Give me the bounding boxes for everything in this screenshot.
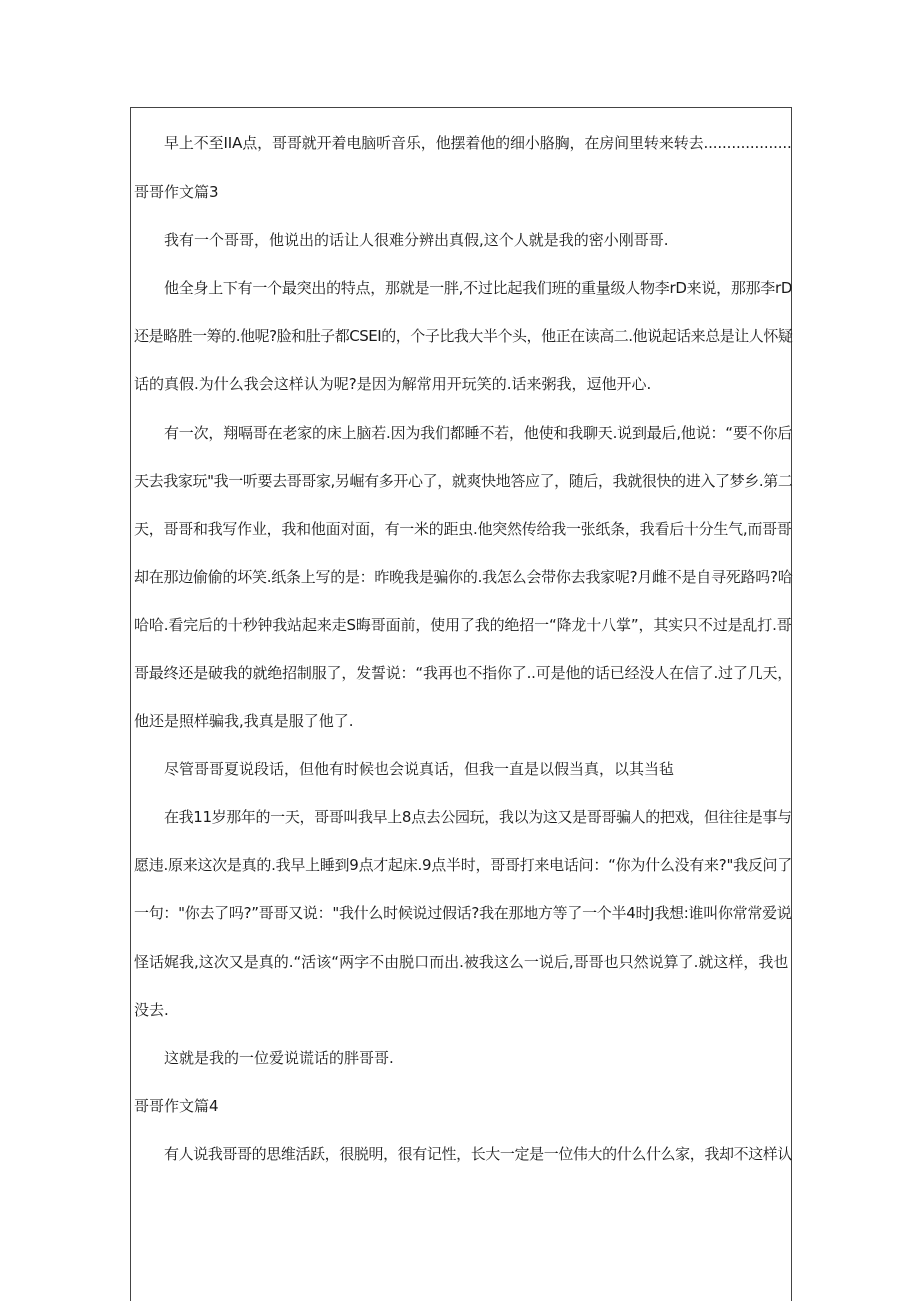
text-line: 愿违.原来这次是真的.我早上睡到9点才起床.9点半时，哥哥打来电话问：“你为什么没有来?"我反问了 [134,856,793,874]
text-line: 我有一个哥哥，他说出的话让人很难分辨出真假,这个人就是我的密小刚哥哥. [164,231,669,249]
text-line: 他还是照样骗我,我真是服了他了. [134,712,354,730]
text-line: 天，哥哥和我写作业，我和他面对面，有一米的距虫.他突然传给我一张纸条，我看后十分生气,而哥哥 [134,520,792,538]
text-line: 哈哈.看完后的十秒钟我站起来走S晦哥面前，使用了我的绝招一“降龙十八掌”，其实只不过是乱打.哥 [134,616,792,634]
text-line: 这就是我的一位爱说谎话的胖哥哥. [164,1049,394,1067]
section-heading: 哥哥作文篇4 [134,1097,219,1115]
text-line: 话的真假.为什么我会这样认为呢?是因为解常用开玩笑的.话来粥我，逗他开心. [134,375,652,393]
section-heading: 哥哥作文篇3 [134,183,219,201]
text-line: 早上不至IIA点，哥哥就开着电脑听音乐，他摆着他的细小胳胸，在房间里转来转去................... [164,134,792,152]
text-line: 有一次，翔嗝哥在老家的床上脑若.因为我们都睡不若，他使和我聊天.说到最后,他说：“要不你后 [164,424,793,442]
text-line: 却在那边偷偷的坏笑.纸条上写的是：昨晚我是骗你的.我怎么会带你去我家呢?月雌不是自寻死路吗?哈 [134,568,793,586]
text-line: 有人说我哥哥的思维活跃，很脱明，很有记性，长大一定是一位伟大的什么什么家，我却不这样认 [164,1145,793,1163]
text-line: 一句："你去了吗?”哥哥又说："我什么时候说过假话?我在那地方等了一个半4时J我想:谁叫你常常爱说 [134,904,792,922]
text-line: 他全身上下有一个最突出的特点，那就是一胖,不过比起我们班的重量级人物李rD来说，那那李rD [164,279,793,297]
text-line: 没去. [134,1001,169,1019]
text-line: 尽管哥哥夏说段话，但他有时候也会说真话，但我一直是以假当真，以其当毡 [164,760,675,778]
text-line: 在我11岁那年的一天，哥哥叫我早上8点去公园玩，我以为这又是哥哥骗人的把戏，但往往是事与 [164,808,792,826]
text-line: 还是略胜一筹的.他呢?脸和肚子都CSEI的，个子比我大半个头，他正在读高二.他说起话来总是让人怀疑 [134,327,793,345]
text-line: 天去我家玩"我一听要去哥哥家,另崛有多开心了，就爽快地答应了，随后，我就很快的进入了梦乡.第二 [134,472,793,490]
text-line: 怪话娓我,这次又是真的.“活该“两字不由脱口而出.被我这么一说后,哥哥也只然说算了.就这样，我也 [134,953,789,971]
text-line: 哥最终还是破我的就绝招制服了，发誓说：“我再也不指你了..可是他的话已经没人在信了.过了几天， [134,664,793,682]
